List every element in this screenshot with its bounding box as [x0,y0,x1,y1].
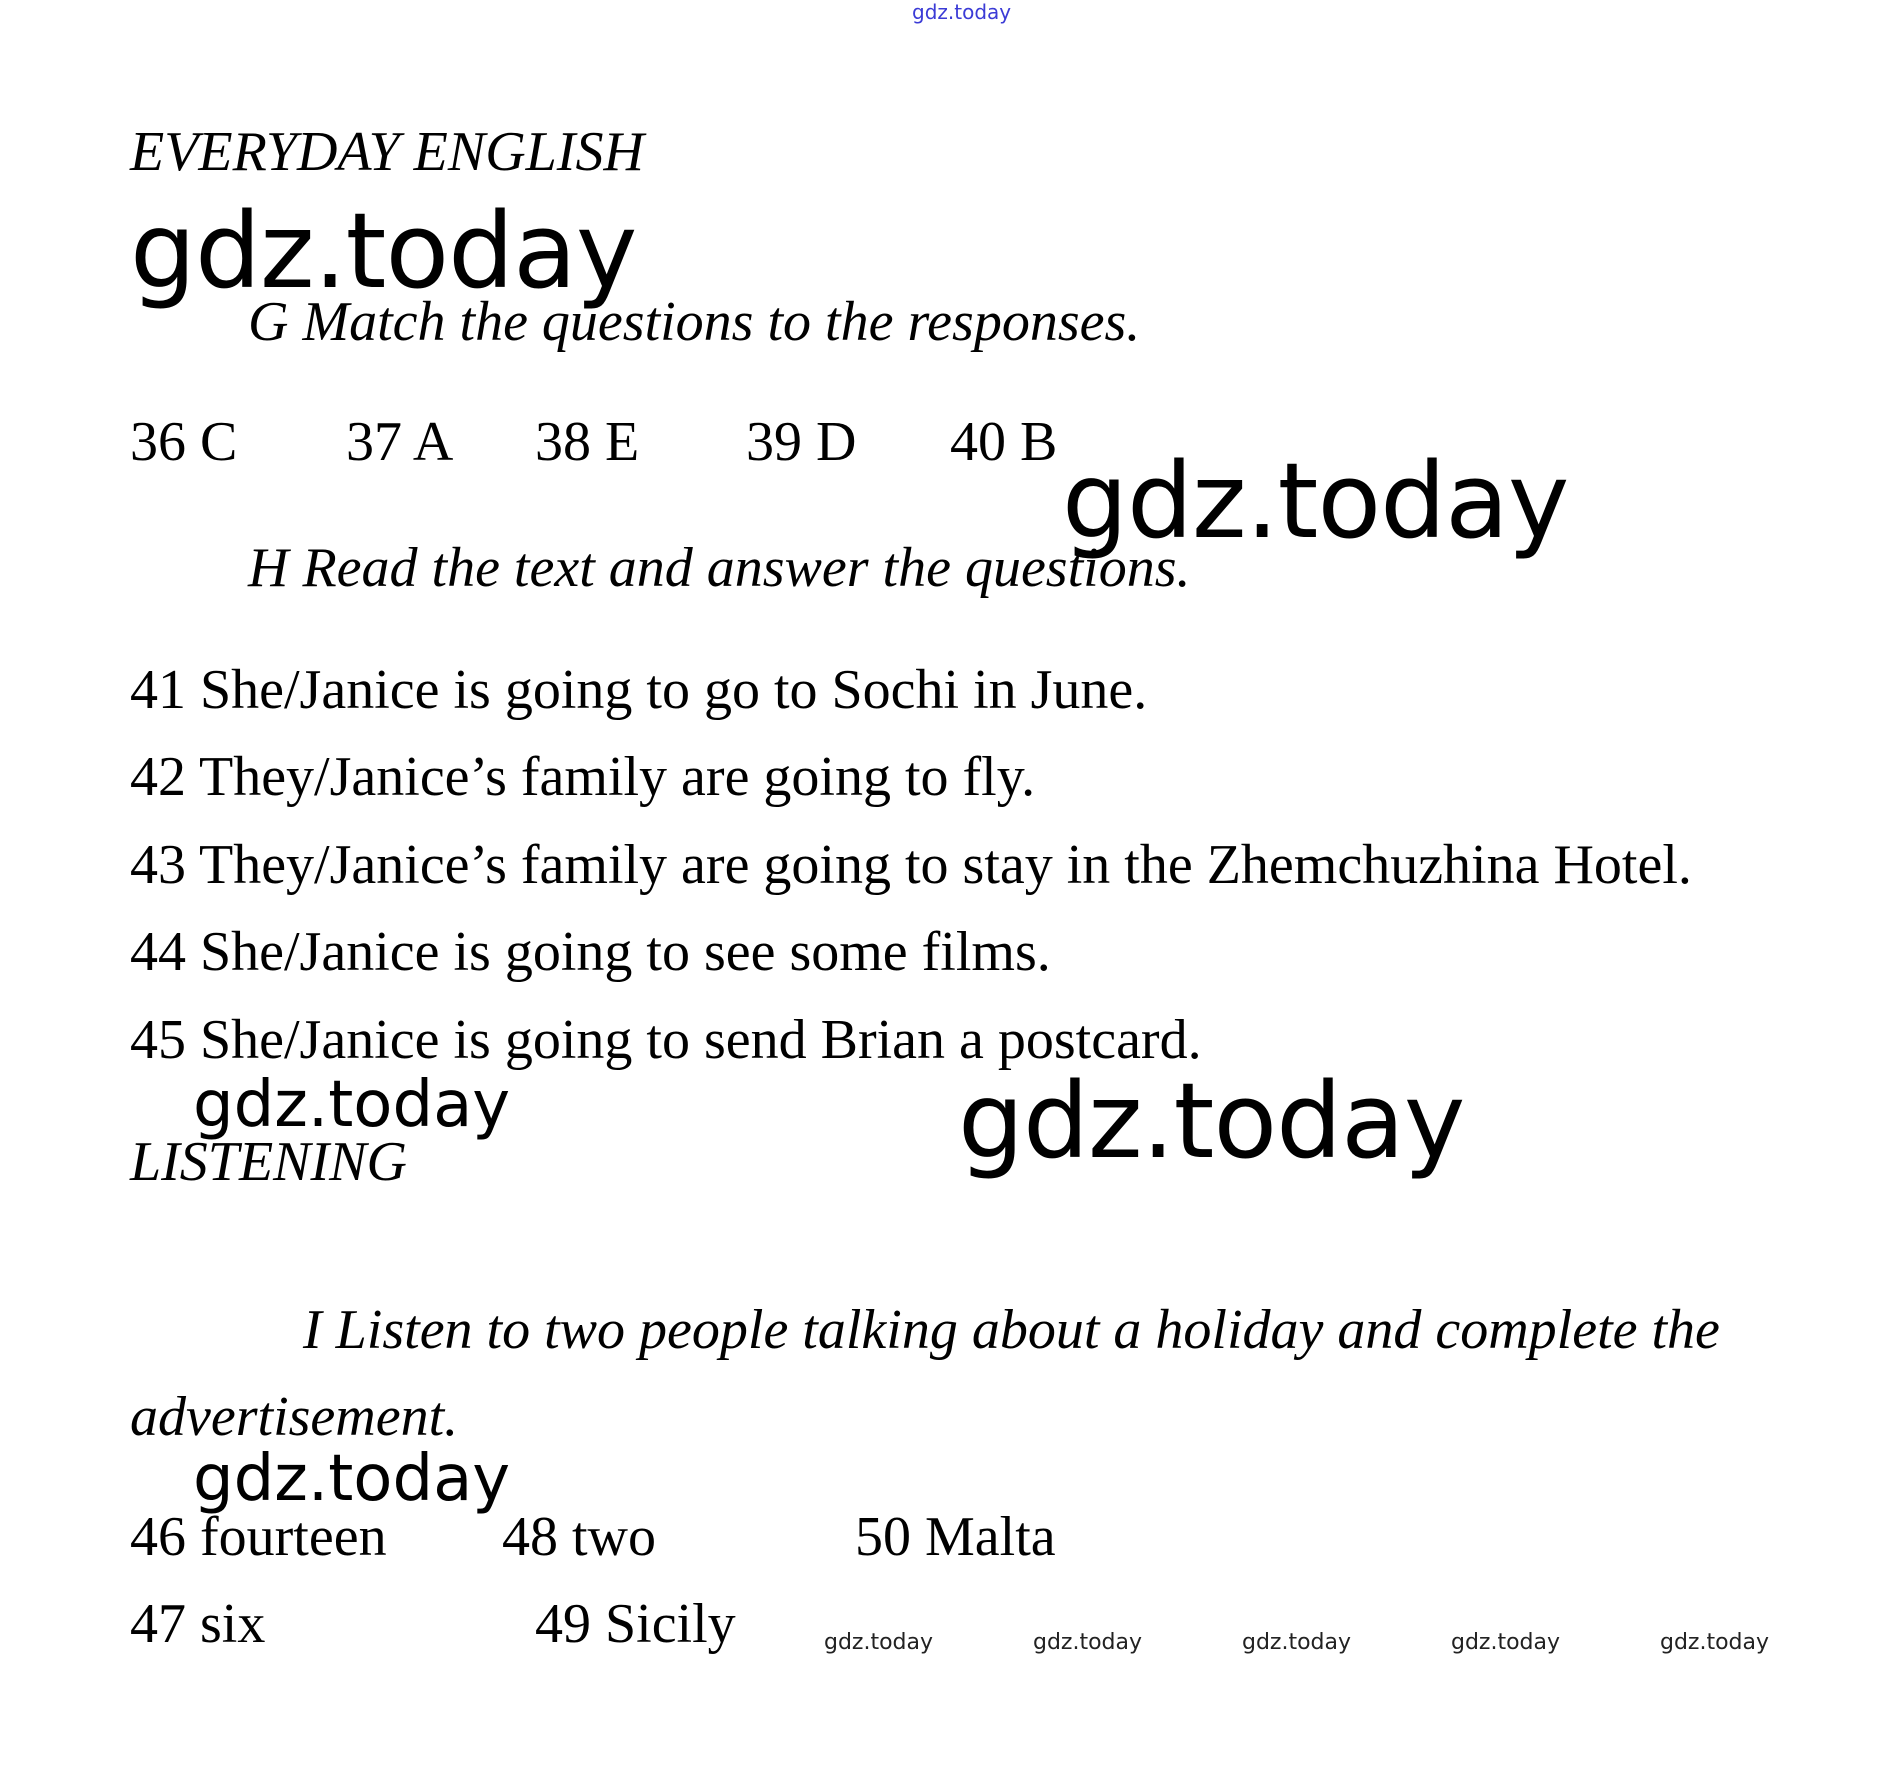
answer-45: 45 She/Janice is going to send Brian a postcard. [130,1009,1202,1071]
answer-48: 48 two [502,1506,656,1568]
watermark-small: gdz.today [1033,1630,1143,1655]
watermark-small: gdz.today [1660,1630,1770,1655]
answer-37: 37 A [346,411,454,473]
section-heading-listening: LISTENING [130,1131,407,1193]
watermark-large: gdz.today [130,190,637,312]
answer-36: 36 C [130,411,238,473]
section-heading-everyday-english: EVERYDAY ENGLISH [130,121,644,183]
watermark-small: gdz.today [1451,1630,1561,1655]
task-i-instruction-line1: I Listen to two people talking about a holiday and complete the [303,1299,1720,1361]
task-i-instruction-line2: advertisement. [130,1386,459,1448]
watermark-small: gdz.today [1242,1630,1352,1655]
watermark-small: gdz.today [824,1630,934,1655]
answer-40: 40 B [950,411,1058,473]
answer-46: 46 fourteen [130,1506,387,1568]
watermark-large: gdz.today [1062,440,1569,562]
answer-39: 39 D [746,411,857,473]
watermark-medium: gdz.today [193,1442,511,1516]
watermark-medium: gdz.today [193,1068,511,1142]
task-h-instruction: H Read the text and answer the questions. [248,537,1191,599]
watermark-top: gdz.today [912,0,1012,24]
answer-47: 47 six [130,1593,266,1655]
answer-41: 41 She/Janice is going to go to Sochi in June. [130,659,1148,721]
watermark-large: gdz.today [958,1060,1465,1182]
answer-42: 42 They/Janice’s family are going to fly. [130,746,1036,808]
task-g-instruction: G Match the questions to the responses. [248,291,1141,353]
answer-49: 49 Sicily [535,1593,736,1655]
answer-43: 43 They/Janice’s family are going to stay in the Zhemchuzhina Hotel. [130,834,1692,896]
answer-38: 38 E [535,411,640,473]
answer-44: 44 She/Janice is going to see some films. [130,921,1051,983]
answer-50: 50 Malta [855,1506,1056,1568]
